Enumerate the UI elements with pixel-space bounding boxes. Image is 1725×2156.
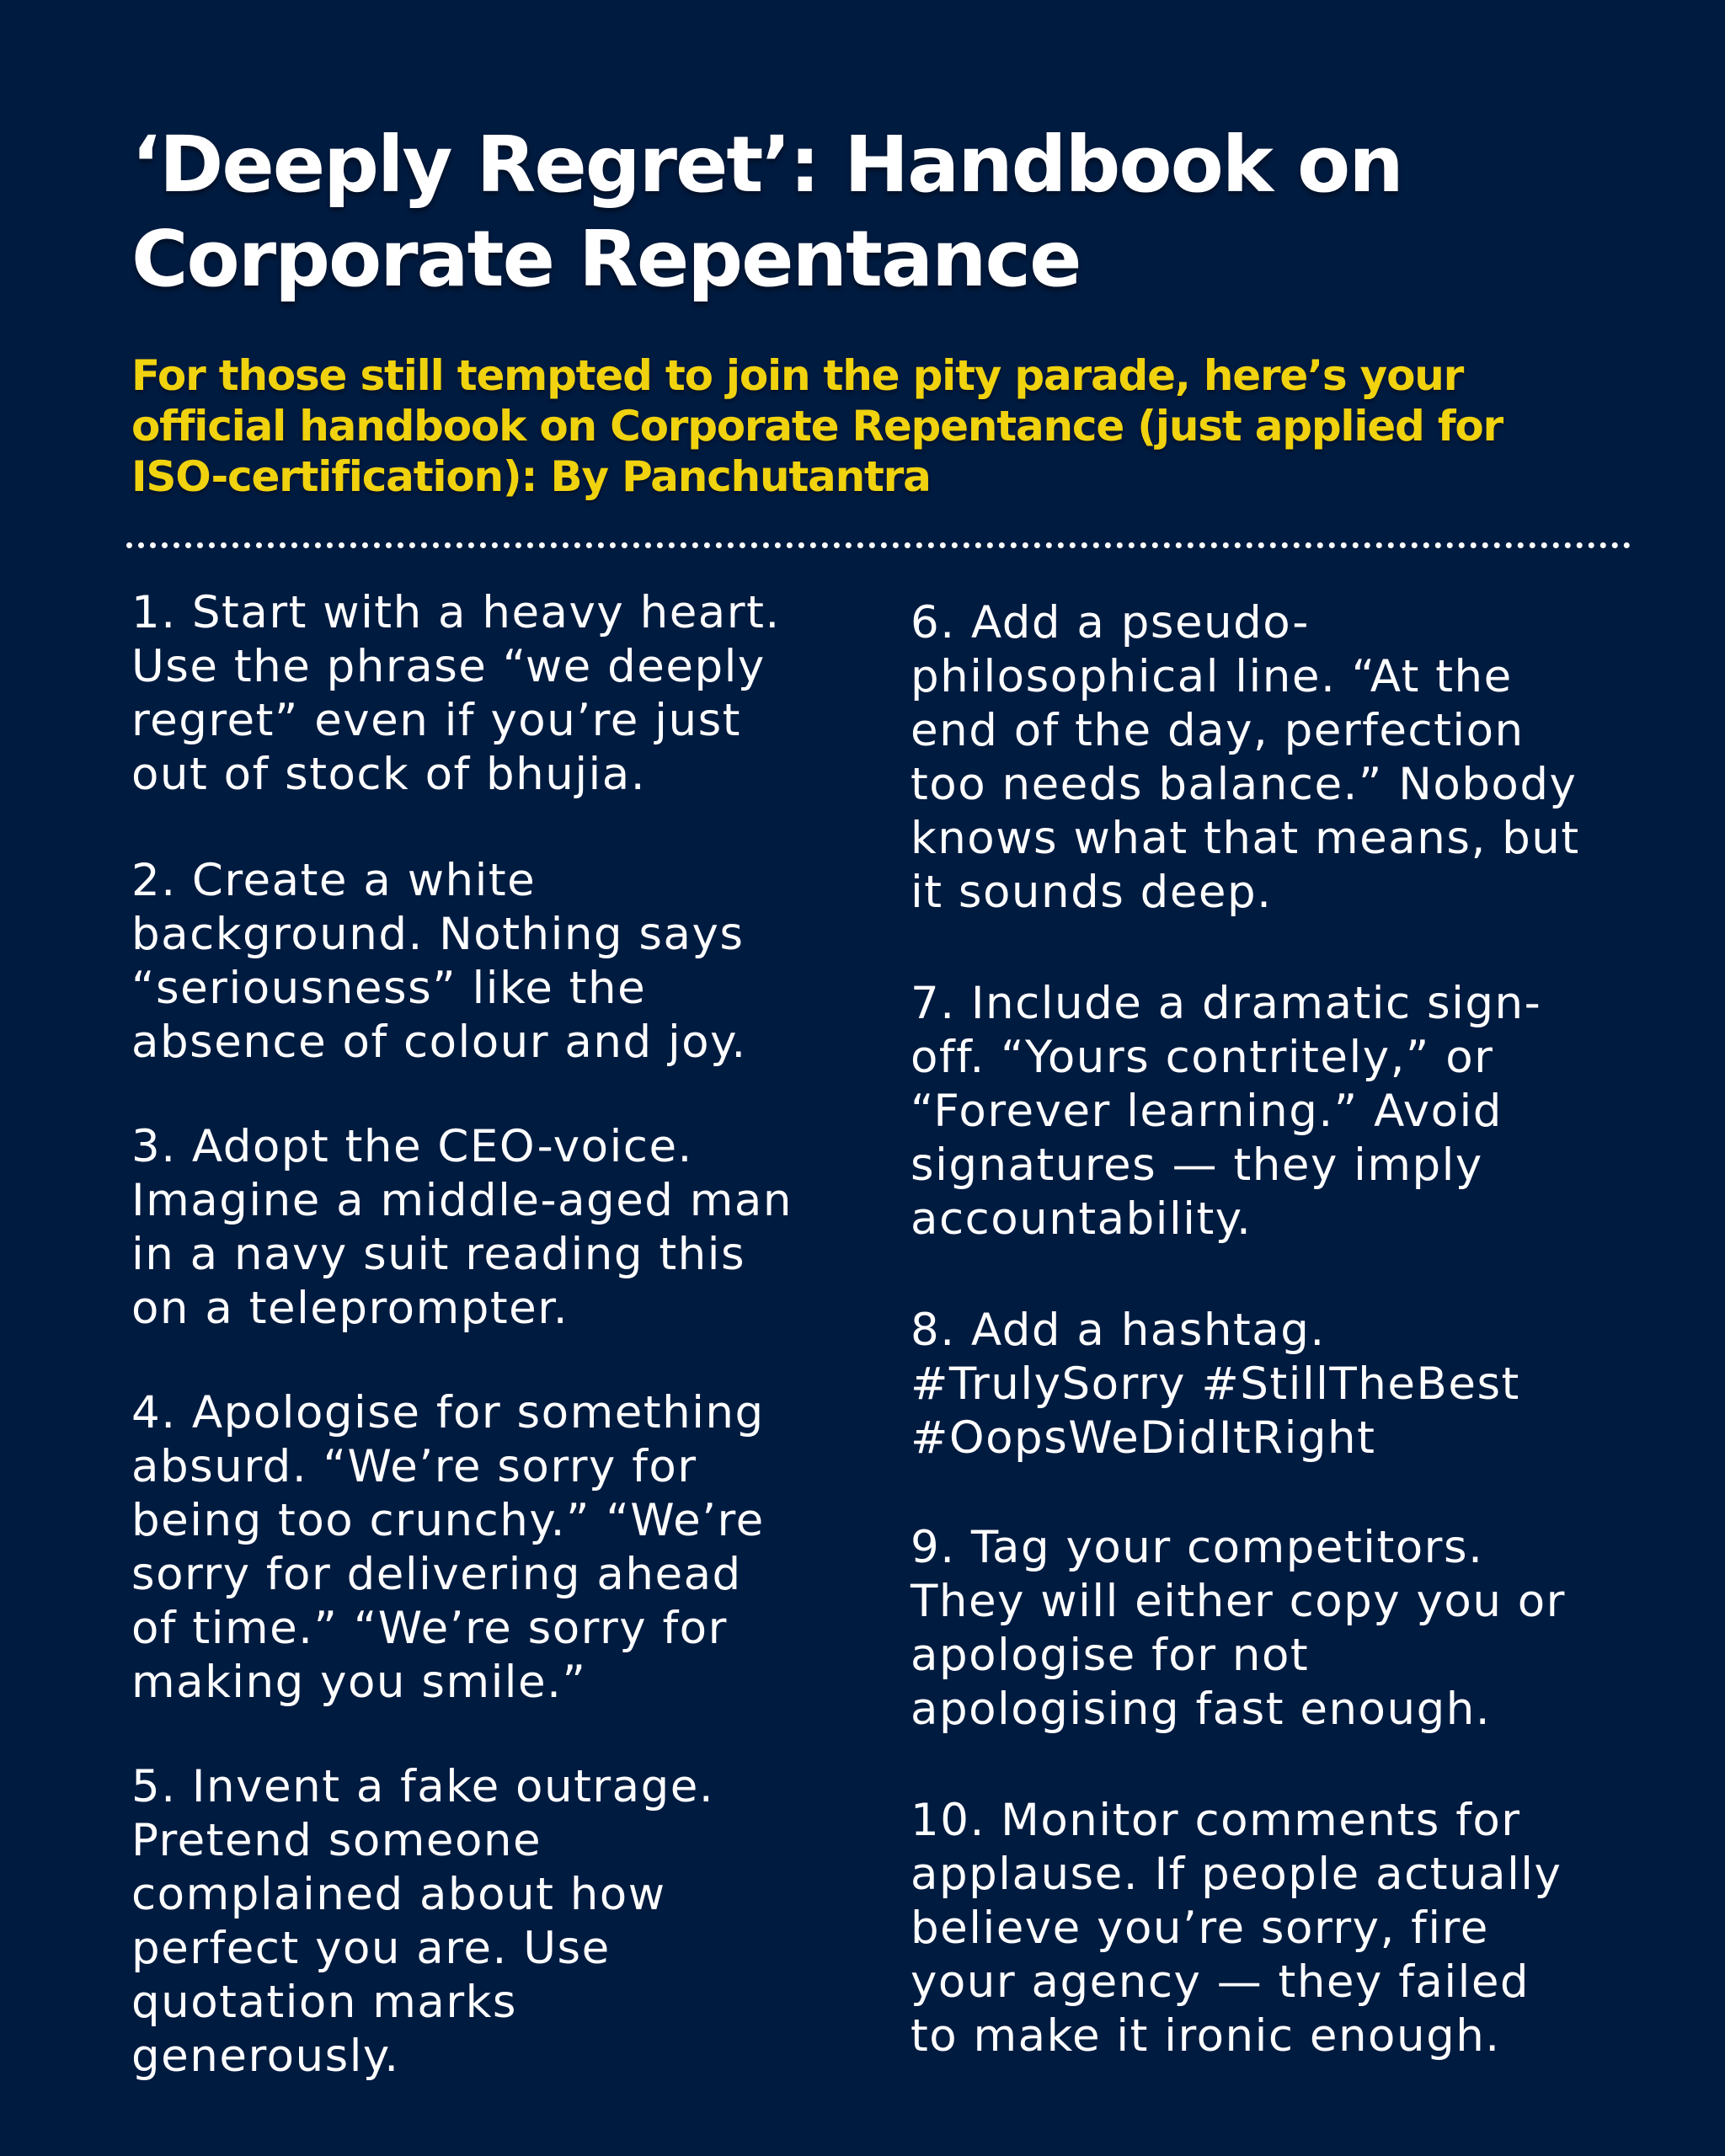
dotted-divider <box>126 542 1631 548</box>
list-item-5: 5. Invent a fake outrage. Pretend someone complained about how perfect you are. Use quotation marks generously. <box>131 1761 715 2082</box>
list-item-4: 4. Apologise for something absurd. “We’re sorry for being too crunchy.” “We’re sorry for delivering ahead of time.” “We’re sorry for making you smile.” <box>131 1387 765 1708</box>
page-subtitle: For those still tempted to join the pity parade, here’s your official handbook on Corporate Repentance (just applied for ISO-certification): By Panchutantra <box>131 351 1503 501</box>
list-item-10: 10. Monitor comments for applause. If people actually believe you’re sorry, fire your agency — they failed to make it ironic enough. <box>911 1795 1562 2062</box>
list-item-6: 6. Add a pseudo- philosophical line. “At the end of the day, perfection too needs balance.” Nobody knows what that means, but it sounds deep. <box>911 597 1580 918</box>
list-item-7: 7. Include a dramatic sign- off. “Yours contritely,” or “Forever learning.” Avoid signatures — they imply accountability. <box>911 978 1542 1245</box>
page-title: ‘Deeply Regret’: Handbook on Corporate Repentance <box>131 120 1402 304</box>
list-item-1: 1. Start with a heavy heart. Use the phrase “we deeply regret” even if you’re just out of stock of bhujia. <box>131 587 781 800</box>
list-item-9: 9. Tag your competitors. They will either copy you or apologise for not apologising fast enough. <box>911 1522 1566 1735</box>
list-item-8: 8. Add a hashtag. #TrulySorry #StillTheBest #OopsWeDidItRight <box>911 1305 1520 1464</box>
list-item-2: 2. Create a white background. Nothing says “seriousness” like the absence of colour and joy. <box>131 855 747 1068</box>
list-item-3: 3. Adopt the CEO-voice. Imagine a middle-aged man in a navy suit reading this on a teleprompter. <box>131 1121 793 1334</box>
